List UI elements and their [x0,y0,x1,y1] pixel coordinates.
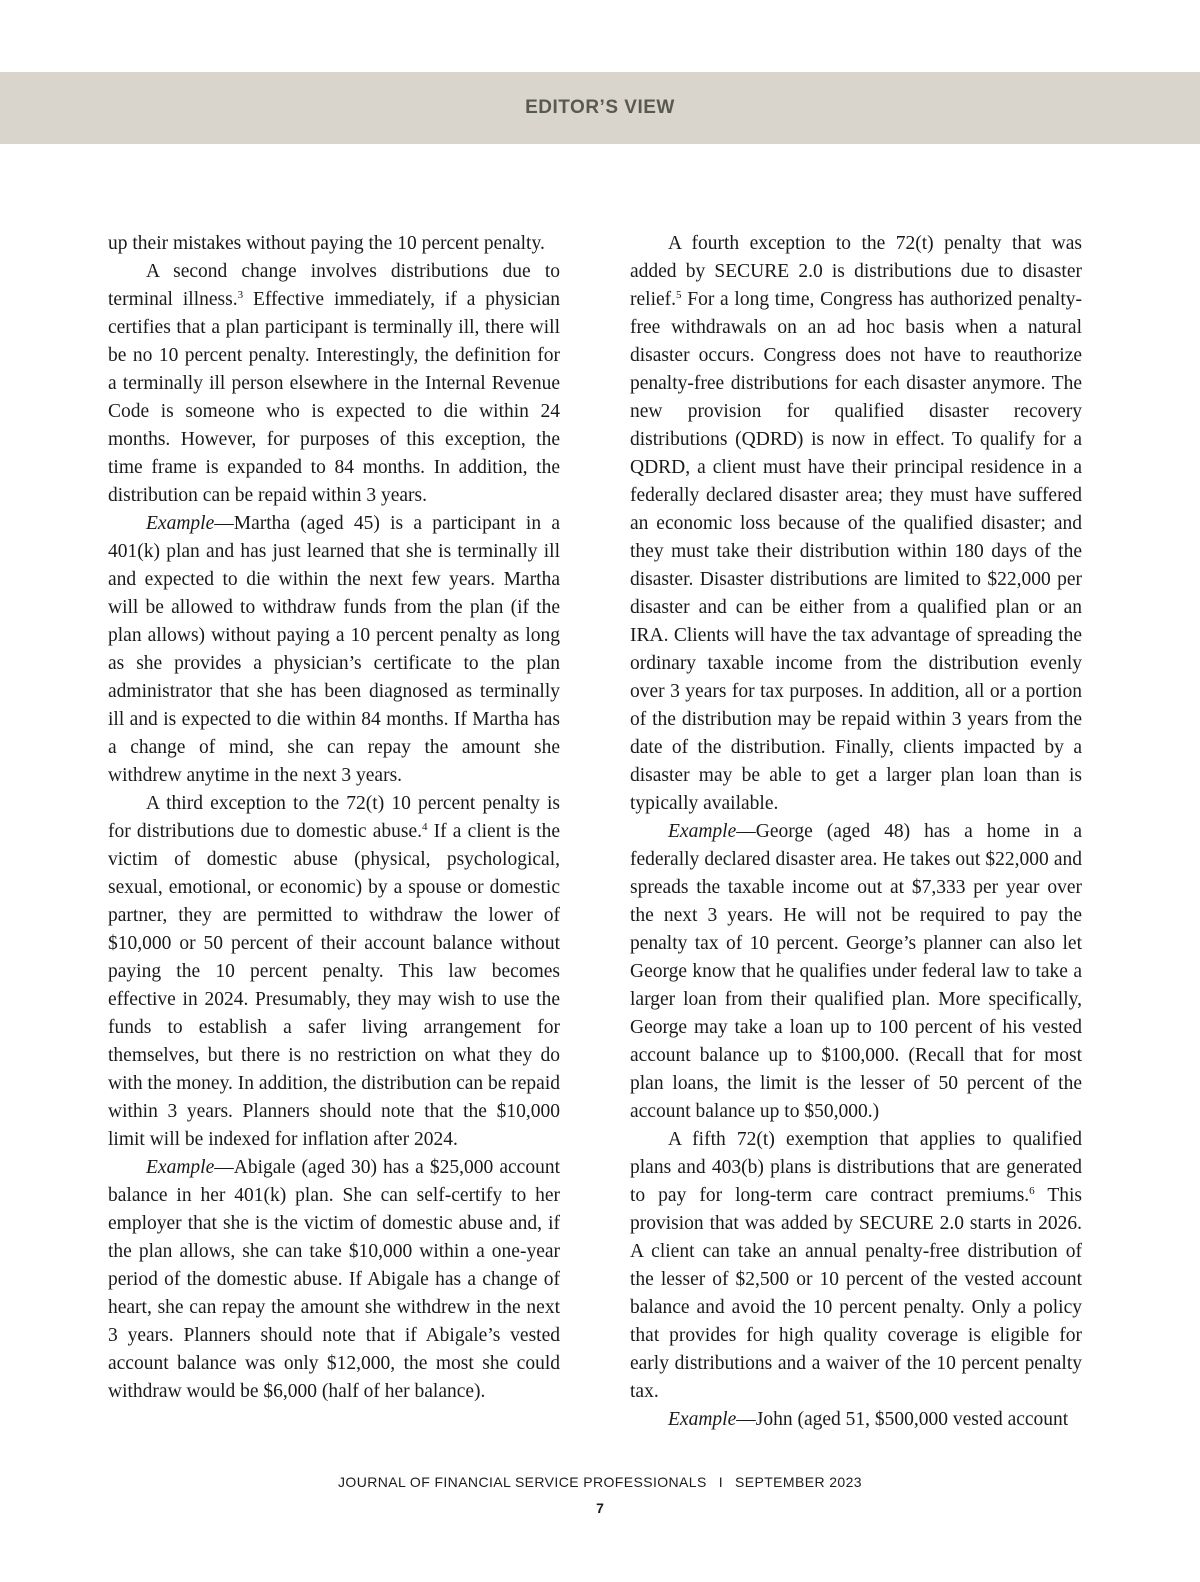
page-number: 7 [596,1500,604,1516]
example-paragraph: Example—John (aged 51, $500,000 vested account [668,1409,1069,1430]
issue-date: SEPTEMBER 2023 [735,1474,862,1490]
footnote-ref: 3 [237,289,244,301]
example-label: Example [668,1409,737,1430]
running-footer [0,1474,1200,1490]
paragraph: A fifth 72(t) exemption that applies to qualified plans and 403(b) plans is distributions that are generated to pay for long-term care contract premiums.$^6$ This provision that was added by SECURE 2.0 starts in 2026. A client can take an annual penalty-free distribution of the lesser of $2,500 or 10 percent of the vested account balance and avoid the 10 percent penalty. Only a policy that provides for high quality coverage is eligible for early distributions and a waiver of the 10 percent penalty tax. [630,1129,1082,1402]
journal-name: JOURNAL OF FINANCIAL SERVICE PROFESSIONALS [338,1474,707,1490]
example-label: Example [146,1157,215,1178]
section-header-band [0,72,1200,144]
example-label: Example [146,513,215,534]
footnote-ref: 6 [1029,1185,1035,1197]
example-paragraph: Example—Martha (aged 45) is a participant in a 401(k) plan and has just learned that she is terminally ill and expected to die within the next few years. Martha will be allowed to withdraw funds from the plan (if the plan allows) without paying a 10 percent penalty as long as she provides a physician’s certificate to the plan administrator that she has been diagnosed as terminally ill and is expected to die within 84 months. If Martha has a change of mind, she can repay the amount she withdrew anytime in the next 3 years. [108,513,560,786]
footer-separator: I [718,1474,723,1490]
paragraph: up their mistakes without paying the 10 percent penalty. [108,233,545,254]
section-title: EDITOR’S VIEW [525,97,675,118]
paragraph: A second change involves distributions due to terminal illness.$^3$ Effective immediately, if a physician certifies that a plan participant is terminally ill, there will be no 10 percent penalty. Interestingly, the definition for a terminally ill person elsewhere in the Internal Revenue Code is someone who is expected to die within 24 months. However, for purposes of this exception, the time frame is expanded to 84 months. In addition, the distribution can be repaid within 3 years. [108,261,560,506]
example-label: Example [668,821,737,842]
left-column [108,230,560,1406]
paragraph: A fourth exception to the 72(t) penalty that was added by SECURE 2.0 is distributions due to disaster relief.$^5$ For a long time, Congress has authorized penalty-free withdrawals on an ad hoc basis when a natural disaster occurs. Congress does not have to reauthorize penalty-free distributions for each disaster anymore. The new provision for qualified disaster recovery distributions (QDRD) is now in effect. To qualify for a QDRD, a client must have their principal residence in a federally declared disaster area; they must have suffered an economic loss because of the qualified disaster; and they must take their distribution within 180 days of the disaster. Disaster distributions are limited to $22,000 per disaster and can be either from a qualified plan or an IRA. Clients will have the tax advantage of spreading the ordinary taxable income from the distribution evenly over 3 years for tax purposes. In addition, all or a portion of the distribution may be repaid within 3 years from the date of the distribution. Finally, clients impacted by a disaster may be able to get a larger plan loan than is typically available. [630,233,1082,814]
right-column [630,230,1082,1434]
footnote-ref: 5 [676,289,682,301]
example-paragraph: Example—Abigale (aged 30) has a $25,000 account balance in her 401(k) plan. She can self-certify to her employer that she is the victim of domestic abuse and, if the plan allows, she can take $10,000 within a one-year period of the domestic abuse. If Abigale has a change of heart, she can repay the amount she withdrew in the next 3 years. Planners should note that if Abigale’s vested account balance was only $12,000, the most she could withdraw would be $6,000 (half of her balance). [108,1157,560,1402]
example-paragraph: Example—George (aged 48) has a home in a federally declared disaster area. He takes out $22,000 and spreads the taxable income out at $7,333 per year over the next 3 years. He will not be required to pay the penalty tax of 10 percent. George’s planner can also let George know that he qualifies under federal law to take a larger loan from their qualified plan. More specifically, George may take a loan up to 100 percent of his vested account balance up to $100,000. (Recall that for most plan loans, the limit is the lesser of 50 percent of the account balance up to $50,000.) [630,821,1082,1122]
footnote-ref: 4 [421,821,428,833]
paragraph: A third exception to the 72(t) 10 percent penalty is for distributions due to domestic abuse.$^4$ If a client is the victim of domestic abuse (physical, psychological, sexual, emotional, or economic) by a spouse or domestic partner, they are permitted to withdraw the lower of $10,000 or 50 percent of their account balance without paying the 10 percent penalty. This law becomes effective in 2024. Presumably, they may wish to use the funds to establish a safer living arrangement for themselves, but there is no restriction on what they do with the money. In addition, the distribution can be repaid within 3 years. Planners should note that the $10,000 limit will be indexed for inflation after 2024. [108,793,561,1150]
